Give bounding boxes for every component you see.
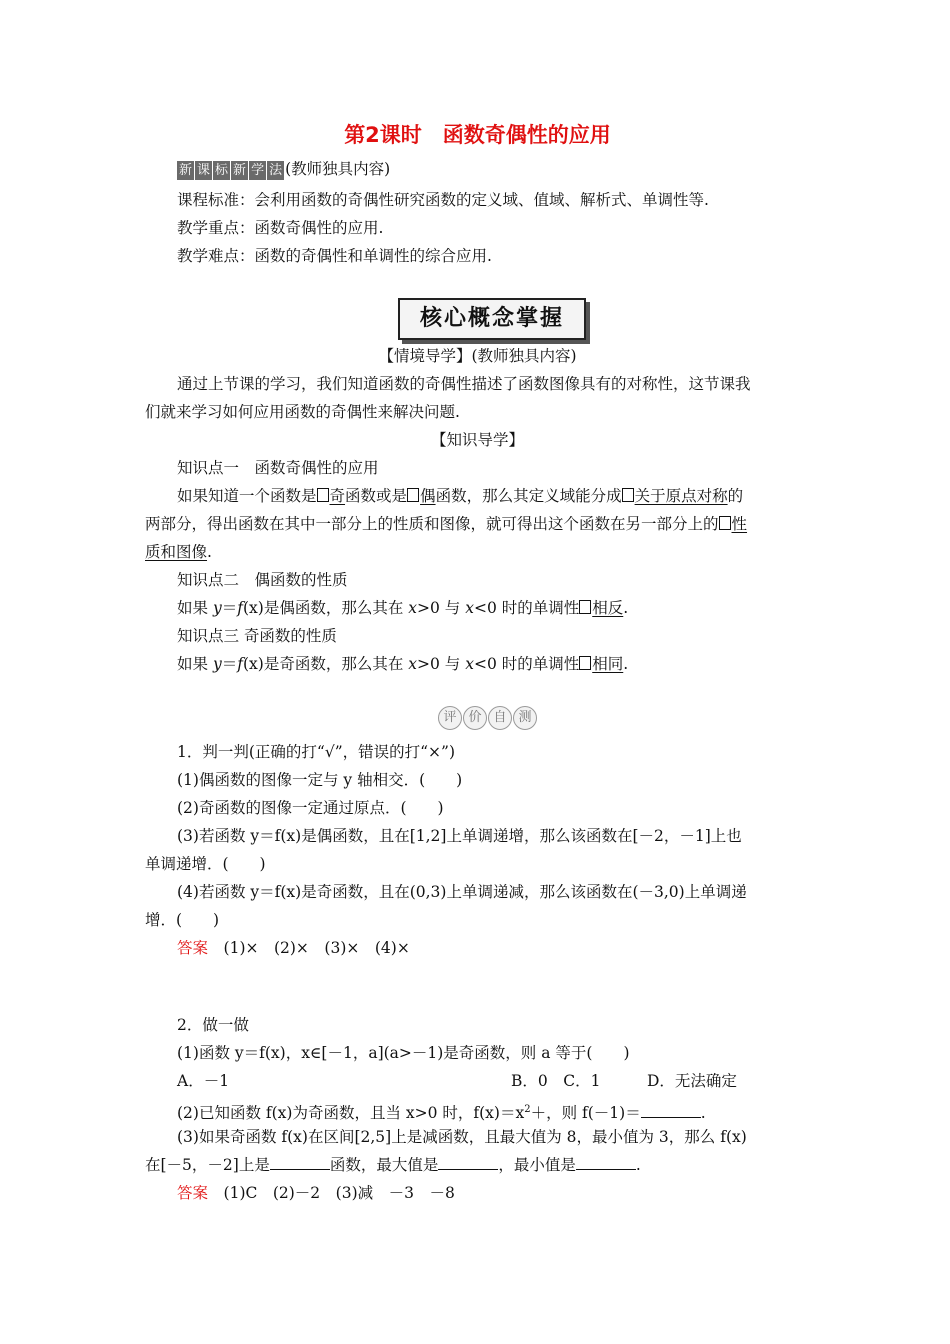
text: ＝ (221, 655, 238, 673)
q2-item-3b (145, 1152, 810, 1179)
scene-paragraph-line-2: 们就来学习如何应用函数的奇偶性来解决问题. (145, 403, 460, 421)
text: 的 (727, 487, 744, 505)
answer-text: 相反 (592, 599, 624, 617)
knowledge-title: 【知识导学】 (430, 431, 524, 449)
kp3-line (177, 651, 810, 678)
text: . (207, 543, 212, 561)
text: (x) (242, 655, 264, 673)
kp1-line-1 (177, 483, 810, 510)
answer-blank (719, 515, 748, 533)
q1-answer (177, 935, 810, 962)
text: (2)已知函数 f(x)为奇函数，且当 x>0 时，f(x)＝x (177, 1104, 525, 1123)
kp1-line-2 (145, 511, 810, 538)
math-var: x (465, 599, 474, 617)
q2-title: 2．做一做 (177, 1016, 249, 1034)
answer-text: 相同 (592, 655, 624, 673)
box-icon (622, 488, 634, 502)
fill-blank (576, 1155, 636, 1170)
answer-blank (317, 487, 346, 505)
math-var: f (237, 599, 243, 617)
q1-item-3b: 单调递增．( ) (145, 855, 266, 873)
text: 如果 (177, 655, 213, 673)
q2-item-1-options (177, 1068, 810, 1095)
text: . (623, 599, 629, 617)
q1-item-2: (2)奇函数的图像一定通过原点．( ) (177, 799, 444, 817)
scene-paragraph-line-1: 通过上节课的学习，我们知道函数的奇偶性描述了函数图像具有的对称性，这节课我 (177, 375, 751, 393)
eval-char: 测 (513, 706, 537, 730)
q1-item-4b: 增．( ) (145, 911, 220, 929)
kp1-line-3 (145, 539, 810, 566)
badge-char: 课 (197, 163, 211, 178)
badge-char: 新 (179, 163, 193, 178)
q1-item-4a: (4)若函数 y＝f(x)是奇函数，且在(0,3)上单调递减，那么该函数在(－3,0)上单调递 (177, 883, 747, 901)
answer-blank (579, 599, 623, 617)
teacher-note: (教师独具内容) (285, 160, 391, 178)
self-evaluation-banner (438, 706, 538, 736)
answer-text: 性 (731, 515, 748, 533)
course-standard: 课程标准：会利用函数的奇偶性研究函数的定义域、值域、解析式、单调性等. (177, 191, 709, 209)
badge-char: 新 (233, 163, 247, 178)
q2-item-2 (177, 1096, 810, 1127)
text: ＋，则 f(－1)＝ (530, 1104, 641, 1123)
difficulty: 教学难点：函数的奇偶性和单调性的综合应用. (177, 247, 492, 265)
option-a: A．－1 (177, 1072, 230, 1090)
answer-text: 偶 (420, 487, 436, 505)
fill-blank (438, 1155, 498, 1170)
q1-item-1: (1)偶函数的图像一定与 y 轴相交．( ) (177, 771, 463, 789)
answer-text: 关于原点对称 (634, 487, 728, 505)
answer-text: (1)C (2)－2 (3)减 －3 －8 (223, 1184, 455, 1202)
math-var: y (212, 655, 222, 673)
key-point: 教学重点：函数奇偶性的应用. (177, 219, 384, 237)
answer-text: 质和图像 (145, 543, 208, 561)
text: 函数或是 (345, 487, 408, 505)
core-concept-box: 核心概念掌握 (398, 298, 586, 340)
eval-char: 价 (463, 706, 487, 730)
kp1-title: 知识点一 函数奇偶性的应用 (177, 459, 379, 477)
scene-title: 【情境导学】(教师独具内容) (378, 347, 577, 365)
math-var: f (237, 655, 243, 673)
text: 如果 (177, 599, 213, 617)
fill-blank (641, 1103, 701, 1118)
q2-item-1: (1)函数 y＝f(x)，x∈[－1，a](a>－1)是奇函数，则 a 等于( ) (177, 1044, 630, 1062)
math-var: x (408, 655, 417, 673)
kp2-line (177, 595, 810, 622)
text: . (635, 1156, 641, 1174)
superscript: 2 (524, 1104, 531, 1115)
badge-char: 法 (269, 163, 283, 178)
math-var: x (465, 655, 474, 673)
text: 两部分，得出函数在其中一部分上的性质和图像，就可得出这个函数在另一部分上的 (145, 515, 719, 533)
q2-answer (177, 1180, 810, 1207)
badge-row (177, 156, 842, 183)
text: <0 时的单调性 (473, 655, 580, 673)
q1-item-3a: (3)若函数 y＝f(x)是偶函数，且在[1,2]上单调递增，那么该函数在[－2，－1]上也 (177, 827, 742, 845)
math-var: y (212, 599, 222, 617)
box-icon (317, 488, 329, 502)
q2-item-3a: (3)如果奇函数 f(x)在区间[2,5]上是减函数，且最大值为 8，最小值为 3，那么 f(x) (177, 1128, 747, 1146)
text: ＝ (221, 599, 238, 617)
box-icon (579, 656, 591, 670)
page-title: 第2课时 函数奇偶性的应用 (344, 123, 611, 147)
answer-text: 奇 (329, 487, 346, 505)
box-icon (579, 600, 591, 614)
badge-char: 学 (251, 163, 265, 178)
math-var: x (408, 599, 417, 617)
options-bcd: B．0 C．1 D．无法确定 (511, 1072, 737, 1090)
text: (x) (242, 599, 264, 617)
q1-title: 1．判一判(正确的打“√”，错误的打“×”) (177, 743, 456, 761)
answer-blank (622, 487, 728, 505)
text: . (623, 655, 629, 673)
text: 是偶函数，那么其在 (263, 599, 409, 617)
text: >0 与 (417, 599, 466, 617)
box-icon (407, 488, 419, 502)
text: ，最小值是 (498, 1156, 576, 1174)
answer-blank (407, 487, 436, 505)
text: <0 时的单调性 (473, 599, 580, 617)
text: 函数，最大值是 (329, 1156, 439, 1174)
text: 如果知道一个函数是 (177, 487, 317, 505)
eval-char: 评 (438, 706, 462, 730)
text: 是奇函数，那么其在 (263, 655, 409, 673)
text: >0 与 (417, 655, 466, 673)
box-icon (719, 516, 731, 530)
kp2-title: 知识点二 偶函数的性质 (177, 571, 348, 589)
text: 函数，那么其定义域能分成 (435, 487, 622, 505)
text: 在[－5，－2]上是 (145, 1156, 270, 1174)
answer-blank (579, 655, 623, 673)
text: . (700, 1104, 706, 1123)
answer-text: (1)× (2)× (3)× (4)× (223, 939, 410, 957)
badge-char: 标 (215, 163, 229, 178)
eval-char: 自 (488, 706, 512, 730)
kp3-title: 知识点三 奇函数的性质 (177, 627, 337, 645)
fill-blank (270, 1155, 330, 1170)
answer-label: 答案 (177, 1184, 209, 1202)
answer-label: 答案 (177, 939, 209, 957)
